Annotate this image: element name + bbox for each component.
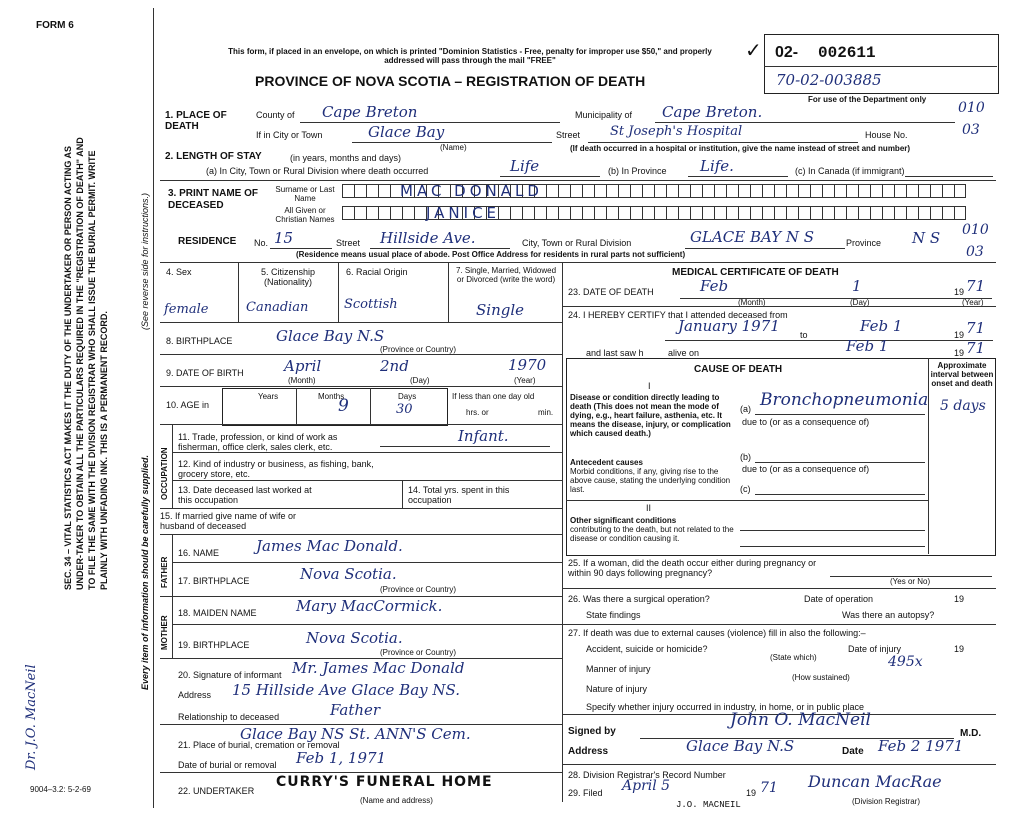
residence-label: RESIDENCE: [178, 236, 237, 247]
death-day-note: (Day): [850, 298, 870, 307]
physician-address: Glace Bay N.S: [686, 737, 795, 755]
last-saw-mid: alive on: [668, 348, 700, 358]
q25-label: 25. If a woman, did the death occur either during pregnancy or within 90 days following pregnancy?: [568, 558, 817, 578]
age-days: 30: [396, 402, 413, 417]
name-label: 3. PRINT NAME OF DECEASED: [168, 188, 259, 211]
state-findings-label: State findings: [586, 610, 641, 620]
father-prov-note: (Province or Country): [380, 585, 457, 594]
days-label: Days: [398, 392, 417, 401]
burial-label: 21. Place of burial, cremation or removal: [178, 740, 340, 750]
form-number: FORM 6: [36, 20, 74, 31]
injury-date-label: Date of injury: [848, 644, 902, 654]
md-label: M.D.: [960, 728, 982, 739]
given-value: JANICE: [426, 204, 501, 222]
death-year: 71: [966, 277, 986, 295]
citizenship-value: Canadian: [246, 300, 309, 315]
birthplace-value: Glace Bay N.S: [276, 327, 385, 345]
burial-place: Glace Bay NS St. ANN'S Cem.: [240, 725, 471, 743]
last-saw-year-prefix: 19: [954, 348, 965, 358]
marital-value: Single: [476, 301, 525, 319]
surname-label: Surname or Last Name: [275, 185, 335, 203]
antecedent-note: Morbid conditions, if any, giving rise to the above cause, stating the underlying condition last.: [570, 467, 731, 494]
age-label: 10. AGE in: [166, 400, 210, 410]
interval-label: Approximate interval between onset and death: [930, 361, 994, 388]
stay-a-label: (a) In City, Town or Rural Division where death occurred: [206, 166, 429, 176]
filed-year-prefix: 19: [746, 788, 757, 798]
racial-value: Scottish: [344, 297, 398, 312]
q29-label: 29. Filed: [568, 788, 603, 798]
hospital-value: St Joseph's Hospital: [610, 124, 743, 139]
marital-label: 7. Single, Married, Widowed or Divorced (write the word): [455, 266, 557, 284]
mother-side-label: MOTHER: [160, 615, 169, 650]
municipality-value: Cape Breton.: [662, 103, 763, 121]
residence-no-label: No.: [254, 238, 269, 248]
birthplace-label: 8. BIRTHPLACE: [166, 336, 233, 346]
informant-address-label: Address: [178, 690, 212, 700]
check-mark-icon: ✓: [745, 40, 762, 62]
due-label-1: due to (or as a consequence of): [742, 417, 870, 427]
occupation-side-label: OCCUPATION: [160, 447, 169, 500]
envelope-note: This form, if placed in an envelope, on which is printed "Dominion Statistics - Free, penalty for improper use $50," and properly addressed will pass through the mail "FREE": [228, 47, 712, 65]
form-title: PROVINCE OF NOVA SCOTIA – REGISTRATION OF DEATH: [255, 73, 646, 89]
registrar-note: (Division Registrar): [852, 797, 921, 806]
father-name-label: 16. NAME: [178, 548, 220, 558]
physician-date-label: Date: [842, 746, 864, 757]
roman-one: I: [648, 381, 651, 391]
q26-label: 26. Was there a surgical operation?: [568, 594, 710, 604]
q15-label: 15. If married give name of wife or husband of deceased: [160, 511, 297, 531]
statute-text: SEC. 34 – VITAL STATISTICS ACT MAKES IT THE DUTY OF THE UNDERTAKER OR PERSON ACTING AS UNDER-TAKER TO OBTAIN ALL THE PARTICULARS REQUIRED IN THE "REGISTRATION OF DEATH" AND TO FILE THE SAME WITH THE DIVISION REGISTRAR WHO SHALL ISSUE THE BURIAL PERMIT. WRITE PLAINLY WITH UNFADING INK. THIS IS A PERMANENT RECORD.: [63, 137, 109, 590]
hrs-label: hrs. or: [466, 408, 489, 417]
cause-a-value: Bronchopneumonia: [760, 390, 929, 410]
last-saw-date: Feb 1: [846, 337, 889, 355]
burial-date: Feb 1, 1971: [296, 749, 387, 767]
cause-a-label: (a): [740, 404, 751, 414]
q28-label: 28. Division Registrar's Record Number: [568, 770, 726, 780]
residence-street-label: Street: [336, 238, 361, 248]
stamp-number: 002611: [818, 44, 876, 62]
filed-date: April 5: [622, 778, 671, 794]
length-of-stay-sub: (in years, months and days): [290, 153, 402, 163]
form-code: 9004–3.2: 5-2-69: [30, 785, 91, 794]
burial-date-label: Date of burial or removal: [178, 760, 277, 770]
informant-sig-label: 20. Signature of informant: [178, 670, 282, 680]
filed-year: 71: [760, 780, 778, 796]
q14-label: 14. Total yrs. spent in this occupation: [408, 485, 510, 505]
nature-label: Nature of injury: [586, 684, 648, 694]
relationship-value: Father: [330, 701, 381, 719]
every-item-text: Every item of information should be carefully supplied.: [140, 454, 150, 690]
death-date-label: 23. DATE OF DEATH: [568, 287, 654, 297]
how-note: (How sustained): [792, 673, 850, 682]
mother-prov-note: (Province or Country): [380, 648, 457, 657]
death-year-note: (Year): [962, 298, 984, 307]
death-year-prefix: 19: [954, 287, 965, 297]
stay-a-value: Life: [510, 157, 540, 175]
attend-label: 24. I HEREBY CERTIFY that I attended deceased from: [568, 310, 788, 320]
informant-address: 15 Hillside Ave Glace Bay NS.: [232, 681, 461, 699]
cause-title: CAUSE OF DEATH: [694, 364, 783, 375]
min-label: min.: [538, 408, 554, 417]
instructions-text: (See reverse side for instructions.): [140, 192, 150, 330]
given-label: All Given or Christian Names: [275, 206, 335, 224]
mother-birthplace-label: 19. BIRTHPLACE: [178, 640, 250, 650]
father-birthplace-label: 17. BIRTHPLACE: [178, 576, 250, 586]
hospital-note: (If death occurred in a hospital or institution, give the name instead of street and number): [570, 144, 911, 153]
attend-to-year: 71: [966, 319, 986, 337]
months-label: Months: [318, 392, 345, 401]
racial-label: 6. Racial Origin: [346, 267, 408, 277]
manner-label: Manner of injury: [586, 664, 651, 674]
due-label-2: due to (or as a consequence of): [742, 464, 870, 474]
residence-city: GLACE BAY N S: [690, 228, 815, 246]
residence-street: Hillside Ave.: [380, 229, 476, 247]
attend-year-prefix: 19: [954, 330, 965, 340]
stamp-note: For use of the Department only: [808, 95, 927, 104]
maiden-label: 18. MAIDEN NAME: [178, 608, 257, 618]
undertaker-note: (Name and address): [360, 796, 433, 805]
stamp-prefix: 02-: [775, 44, 799, 61]
margin-signature: Dr. J.O. MacNeil: [24, 664, 39, 770]
county-value: Cape Breton: [322, 103, 418, 121]
interval-a-value: 5 days: [940, 398, 986, 414]
length-of-stay-label: 2. LENGTH OF STAY: [165, 151, 262, 162]
attend-to-label: to: [800, 330, 808, 340]
state-which-note: (State which): [770, 653, 817, 662]
informant-signature: Mr. James Mac Donald: [292, 659, 465, 677]
stamp-code: 495x: [888, 654, 923, 670]
q27-label: 27. If death was due to external causes (violence) fill in also the following:–: [568, 628, 866, 638]
op-year-prefix: 19: [954, 594, 965, 604]
injury-year-prefix: 19: [954, 644, 965, 654]
sex-value: female: [164, 302, 209, 317]
q13-label: 13. Date deceased last worked at this occupation: [178, 485, 312, 505]
occupation-value: Infant.: [458, 427, 509, 445]
residence-note: (Residence means usual place of abode. Post Office Address for residents in rural parts not sufficient): [296, 250, 686, 259]
disease-label: Disease or condition directly leading to death (This does not mean the mode of dying, e.g., heart failure, asthenia, etc. It means the disease, injury, or complication which caused death.): [570, 393, 731, 438]
stay-b-label: (b) In Province: [608, 166, 667, 176]
father-side-label: FATHER: [160, 556, 169, 588]
city-value: Glace Bay: [368, 123, 445, 141]
name-note: (Name): [440, 143, 467, 152]
last-saw-year: 71: [966, 339, 986, 357]
street-label: Street: [556, 130, 581, 140]
relationship-label: Relationship to deceased: [178, 712, 280, 722]
antecedent-label: Antecedent causes: [570, 458, 643, 467]
physician-date: Feb 2 1971: [878, 737, 964, 755]
roman-two: II: [646, 503, 652, 513]
residence-city-label: City, Town or Rural Division: [522, 238, 632, 248]
where-label: Specify whether injury occurred in industry, in home, or in public place: [586, 702, 864, 712]
residence-province: N S: [912, 229, 941, 247]
dob-month-note: (Month): [288, 376, 316, 385]
father-birthplace: Nova Scotia.: [300, 565, 397, 583]
last-saw-label: and last saw h: [586, 348, 644, 358]
cause-b-label: (b): [740, 452, 751, 462]
age-months: 9: [338, 396, 349, 416]
q12-label: 12. Kind of industry or business, as fishing, bank, grocery store, etc.: [178, 459, 374, 479]
municipality-label: Municipality of: [575, 110, 633, 120]
mother-birthplace: Nova Scotia.: [306, 629, 403, 647]
birthplace-note: (Province or Country): [380, 345, 457, 354]
signed-value: John O. MacNeil: [730, 710, 871, 730]
undertaker-label: 22. UNDERTAKER: [178, 786, 255, 796]
mother-maiden: Mary MacCormick.: [296, 597, 443, 615]
place-of-death-label: 1. PLACE OF DEATH: [165, 110, 227, 132]
signed-label: Signed by: [568, 726, 616, 737]
attend-to: Feb 1: [860, 317, 903, 335]
registrar-signature: Duncan MacRae: [808, 772, 942, 791]
other-note: contributing to the death, but not related to the disease or condition causing it.: [570, 525, 734, 543]
residence-no: 15: [274, 229, 294, 247]
dob-day-note: (Day): [410, 376, 430, 385]
death-month-note: (Month): [738, 298, 766, 307]
stay-b-value: Life.: [700, 157, 734, 175]
dob-year: 1970: [508, 356, 547, 374]
place-code-1: 010: [958, 100, 985, 116]
county-label: County of: [256, 110, 295, 120]
medical-title: MEDICAL CERTIFICATE OF DEATH: [672, 267, 839, 278]
residence-code-2: 03: [966, 244, 984, 260]
q11-label: 11. Trade, profession, or kind of work as fisherman, office clerk, sales clerk, etc.: [178, 432, 338, 452]
dob-label: 9. DATE OF BIRTH: [166, 368, 244, 378]
death-month: Feb: [700, 277, 729, 295]
dob-day: 2nd: [380, 357, 409, 375]
citizenship-label: 5. Citizenship (Nationality): [260, 267, 316, 287]
residence-code-1: 010: [962, 222, 989, 238]
place-code-2: 03: [962, 122, 980, 138]
bottom-print: J.O. MACNEIL: [676, 800, 741, 810]
autopsy-label: Was there an autopsy?: [842, 610, 935, 620]
father-name: James Mac Donald.: [256, 537, 403, 555]
accident-label: Accident, suicide or homicide?: [586, 644, 708, 654]
op-date-label: Date of operation: [804, 594, 874, 604]
residence-province-label: Province: [846, 238, 882, 248]
other-label: Other significant conditions: [570, 516, 677, 525]
undertaker-name: CURRY'S FUNERAL HOME: [276, 774, 493, 790]
cause-c-label: (c): [740, 484, 751, 494]
dob-year-note: (Year): [514, 376, 536, 385]
attend-from: January 1971: [678, 317, 780, 335]
physician-address-label: Address: [568, 746, 609, 757]
dob-month: April: [284, 357, 322, 375]
death-day: 1: [852, 277, 862, 295]
house-label: House No.: [865, 130, 908, 140]
yes-no-note: (Yes or No): [890, 577, 931, 586]
stay-c-label: (c) In Canada (if immigrant): [795, 166, 905, 176]
sex-label: 4. Sex: [166, 267, 192, 277]
years-label: Years: [258, 392, 279, 401]
surname-value: MAC DONALD: [400, 182, 543, 200]
stamp-handwritten: 70-02-003885: [776, 71, 882, 89]
less-label: If less than one day old: [452, 392, 535, 401]
city-label: If in City or Town: [256, 130, 323, 140]
